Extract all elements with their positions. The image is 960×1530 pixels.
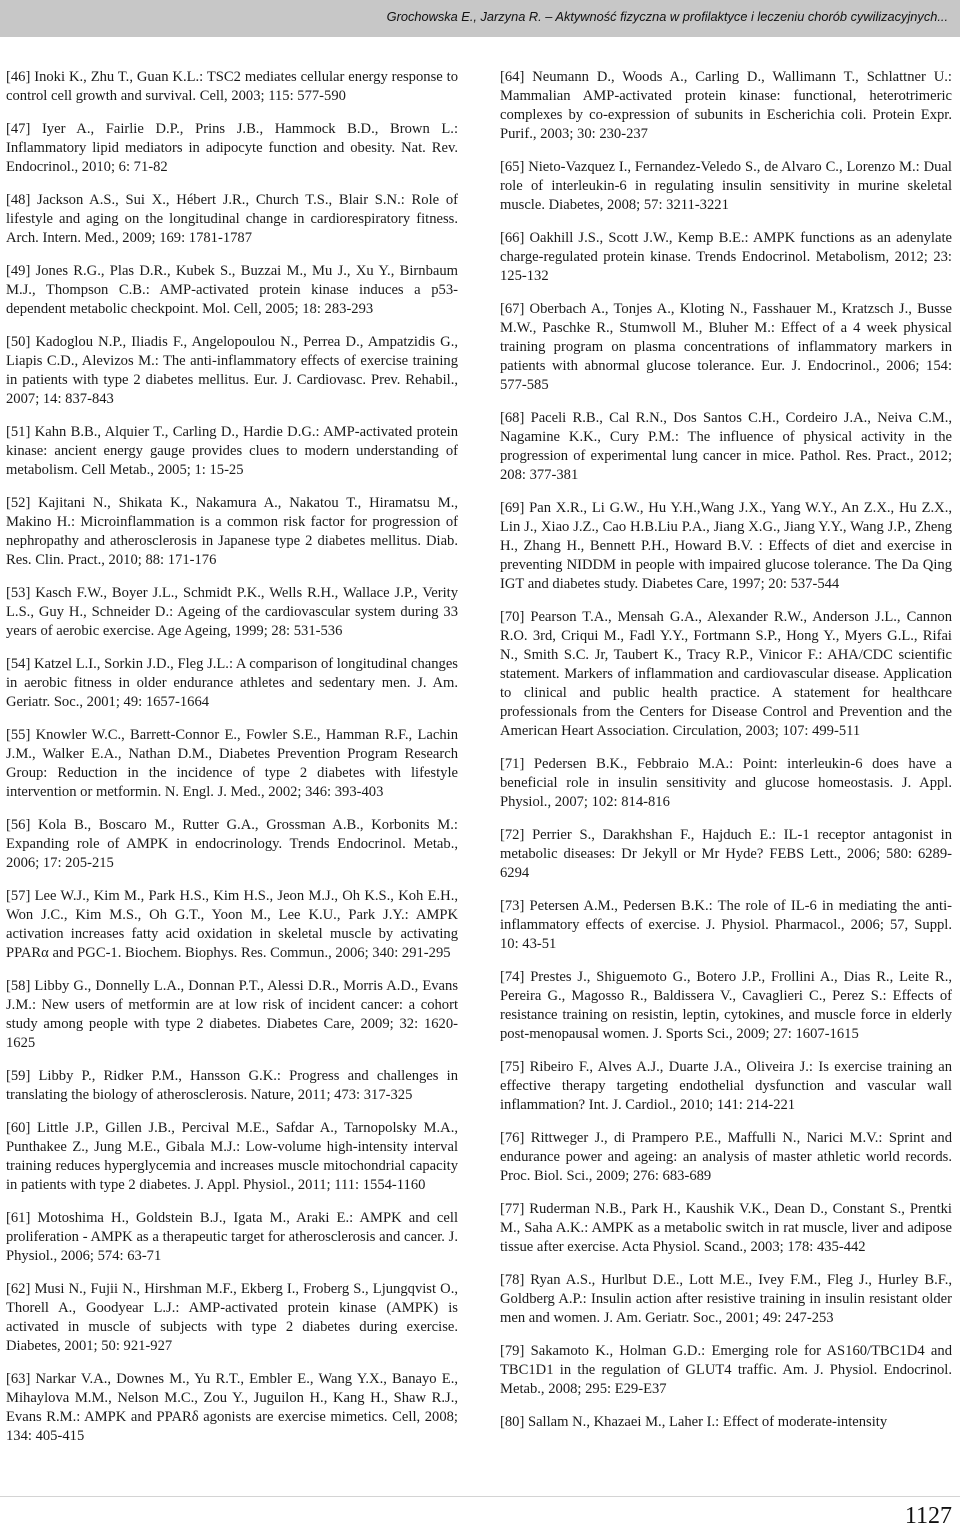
reference-entry: [77] Ruderman N.B., Park H., Kaushik V.K., Dean D., Constant S., Prentki M., Saha A.K.: AMPK as a metabolic switch in rat muscle, liver and adipose tissue after exercise. Acta Physiol. Scand., 2003; 178: 435-442 xyxy=(500,1201,952,1255)
reference-entry: [73] Petersen A.M., Pedersen B.K.: The role of IL-6 in mediating the anti-inflammatory effects of exercise. J. Physiol. Pharmacol., 2006; 57, Suppl. 10: 43-51 xyxy=(500,898,952,952)
reference-entry: [55] Knowler W.C., Barrett-Connor E., Fowler S.E., Hamman R.F., Lachin J.M., Walker E.A., Nathan D.M., Diabetes Prevention Program Research Group: Reduction in the incidence of type 2 diabetes with lifestyle intervention or metformin. N. Engl. J. Med., 2002; 346: 393-403 xyxy=(6,727,458,800)
reference-entry: [78] Ryan A.S., Hurlbut D.E., Lott M.E., Ivey F.M., Fleg J., Hurley B.F., Goldberg A.P.: Insulin action after resistive training in insulin resistant older men and women. J. Am. Geriatr. Soc., 2001; 49: 247-253 xyxy=(500,1272,952,1326)
reference-entry: [76] Rittweger J., di Prampero P.E., Maffulli N., Narici M.V.: Sprint and endurance power and ageing: an analysis of master athletic world records. Proc. Biol. Sci., 2009; 276: 683-689 xyxy=(500,1130,952,1184)
reference-entry: [53] Kasch F.W., Boyer J.L., Schmidt P.K., Wells R.H., Wallace J.P., Verity L.S., Guy H., Schneider D.: Ageing of the cardiovascular system during 33 years of aerobic exercise. Age Ageing, 1999; 28: 531-536 xyxy=(6,585,458,639)
reference-entry: [61] Motoshima H., Goldstein B.J., Igata M., Araki E.: AMPK and cell proliferation - AMPK as a therapeutic target for atherosclerosis and cancer. J. Physiol., 2006; 574: 63-71 xyxy=(6,1210,458,1264)
reference-entry: [74] Prestes J., Shiguemoto G., Botero J.P., Frollini A., Dias R., Leite R., Pereira G., Magosso R., Baldissera V., Cavaglieri C., Perez S.: Effects of resistance training on resistin, leptin, cytokines, and muscle force in elderly post-menopausal women. J. Sports Sci., 2009; 27: 1607-1615 xyxy=(500,969,952,1042)
reference-entry: [63] Narkar V.A., Downes M., Yu R.T., Embler E., Wang Y.X., Banayo E., Mihaylova M.M., Nelson M.C., Zou Y., Juguilon H., Kang H., Shaw R.J., Evans R.M.: AMPK and PPARδ agonists are exercise mimetics. Cell, 2008; 134: 405-415 xyxy=(6,1371,458,1444)
reference-entry: [68] Paceli R.B., Cal R.N., Dos Santos C.H., Cordeiro J.A., Neiva C.M., Nagamine K.K., Cury P.M.: The influence of physical activity in the progression of experimental lung cancer in mice. Pathol. Res. Pract., 2012; 208: 377-381 xyxy=(500,410,952,483)
reference-entry: [79] Sakamoto K., Holman G.D.: Emerging role for AS160/TBC1D4 and TBC1D1 in the regulation of GLUT4 traffic. Am. J. Physiol. Endocrinol. Metab., 2008; 295: E29-E37 xyxy=(500,1343,952,1397)
reference-entry: [60] Little J.P., Gillen J.B., Percival M.E., Safdar A., Tarnopolsky M.A., Punthakee Z., Jung M.E., Gibala M.J.: Low-volume high-intensity interval training reduces hyperglycemia and increases muscle mitochondrial capacity in patients with type 2 diabetes. J. Appl. Physiol., 2011; 111: 1554-1160 xyxy=(6,1120,458,1193)
reference-entry: [50] Kadoglou N.P., Iliadis F., Angelopoulou N., Perrea D., Ampatzidis G., Liapis C.D., Alevizos M.: The anti-inflammatory effects of exercise training in patients with type 2 diabetes mellitus. Eur. J. Cardiovasc. Prev. Rehabil., 2007; 14: 837-843 xyxy=(6,334,458,407)
reference-entry: [49] Jones R.G., Plas D.R., Kubek S., Buzzai M., Mu J., Xu Y., Birnbaum M.J., Thompson C.B.: AMP-activated protein kinase induces a p53-dependent metabolic checkpoint. Mol. Cell, 2005; 18: 283-293 xyxy=(6,263,458,317)
reference-entry: [71] Pedersen B.K., Febbraio M.A.: Point: interleukin-6 does have a beneficial role in insulin sensitivity and glucose homeostasis. J. Appl. Physiol., 2007; 102: 814-816 xyxy=(500,756,952,810)
reference-entry: [52] Kajitani N., Shikata K., Nakamura A., Nakatou T., Hiramatsu M., Makino H.: Microinflammation is a common risk factor for progression of nephropathy and atherosclerosis in Japanese type 2 diabetes mellitus. Diab. Res. Clin. Pract., 2010; 88: 171-176 xyxy=(6,495,458,568)
reference-entry: [70] Pearson T.A., Mensah G.A., Alexander R.W., Anderson J.L., Cannon R.O. 3rd, Criqui M., Fadl Y.Y., Fortmann S.P., Hong Y., Myers G.L., Rifai N., Smith S.C. Jr, Taubert K., Tracy R.P., Vinicor F.: AHA/CDC scientific statement. Markers of inflammation and cardiovascular disease. Application to clinical and public health practice. A statement for healthcare professionals from the Centers for Disease Control and Prevention and the American Heart Association. Circulation, 2003; 107: 499-511 xyxy=(500,609,952,739)
running-header xyxy=(0,0,960,37)
references-column-right xyxy=(500,68,952,1432)
reference-entry: [56] Kola B., Boscaro M., Rutter G.A., Grossman A.B., Korbonits M.: Expanding role of AMPK in endocrinology. Trends Endocrinol. Metab., 2006; 17: 205-215 xyxy=(6,817,458,871)
reference-entry: [62] Musi N., Fujii N., Hirshman M.F., Ekberg I., Froberg S., Ljungqvist O., Thorell A., Goodyear L.J.: AMP-activated protein kinase (AMPK) is activated in muscle of subjects with type 2 diabetes during exercise. Diabetes, 2001; 50: 921-927 xyxy=(6,1281,458,1354)
running-title: Grochowska E., Jarzyna R. – Aktywność fizyczna w profilaktyce i leczeniu chorób cywilizacyjnych... xyxy=(386,9,948,24)
page-number: 1127 xyxy=(904,1503,952,1529)
reference-entry: [46] Inoki K., Zhu T., Guan K.L.: TSC2 mediates cellular energy response to control cell growth and survival. Cell, 2003; 115: 577-590 xyxy=(6,69,458,104)
reference-entry: [65] Nieto-Vazquez I., Fernandez-Veledo S., de Alvaro C., Lorenzo M.: Dual role of interleukin-6 in regulating insulin sensitivity in murine skeletal muscle. Diabetes, 2008; 57: 3211-3221 xyxy=(500,159,952,213)
reference-entry: [57] Lee W.J., Kim M., Park H.S., Kim H.S., Jeon M.J., Oh K.S., Koh E.H., Won J.C., Kim M.S., Oh G.T., Yoon M., Lee K.U., Park J.Y.: AMPK activation increases fatty acid oxidation in skeletal muscle by activating PPARα and PGC-1. Biochem. Biophys. Res. Commun., 2006; 340: 291-295 xyxy=(6,888,458,961)
reference-entry: [48] Jackson A.S., Sui X., Hébert J.R., Church T.S., Blair S.N.: Role of lifestyle and aging on the longitudinal change in cardiorespiratory fitness. Arch. Intern. Med., 2009; 169: 1781-1787 xyxy=(6,192,458,246)
reference-entry: [58] Libby G., Donnelly L.A., Donnan P.T., Alessi D.R., Morris A.D., Evans J.M.: New users of metformin are at low risk of incident cancer: a cohort study among people with type 2 diabetes. Diabetes Care, 2009; 32: 1620-1625 xyxy=(6,978,458,1051)
reference-entry: [69] Pan X.R., Li G.W., Hu Y.H.,Wang J.X., Yang W.Y., An Z.X., Hu Z.X., Lin J., Xiao J.Z., Cao H.B.Liu P.A., Jiang X.G., Jiang Y.Y., Wang J.P., Zheng H., Zhang H., Bennett P.H., Howard B.V. : Effects of diet and exercise in preventing NIDDM in people with impaired glucose tolerance. The Da Qing IGT and diabetes study. Diabetes Care, 1997; 20: 537-544 xyxy=(500,500,952,592)
reference-entry: [75] Ribeiro F., Alves A.J., Duarte J.A., Oliveira J.: Is exercise training an effective therapy targeting endothelial dysfunction and vascular wall inflammation? Int. J. Cardiol., 2010; 141: 214-221 xyxy=(500,1059,952,1113)
reference-entry: [72] Perrier S., Darakhshan F., Hajduch E.: IL-1 receptor antagonist in metabolic diseases: Dr Jekyll or Mr Hyde? FEBS Lett., 2006; 580: 6289-6294 xyxy=(500,827,952,881)
reference-entry: [59] Libby P., Ridker P.M., Hansson G.K.: Progress and challenges in translating the biology of atherosclerosis. Nature, 2011; 473: 317-325 xyxy=(6,1068,458,1103)
reference-entry: [51] Kahn B.B., Alquier T., Carling D., Hardie D.G.: AMP-activated protein kinase: ancient energy gauge provides clues to modern understanding of metabolism. Cell Metab., 2005; 1: 15-25 xyxy=(6,424,458,478)
footer-divider xyxy=(0,1496,960,1497)
reference-entry: [47] Iyer A., Fairlie D.P., Prins J.B., Hammock B.D., Brown L.: Inflammatory lipid mediators in adipocyte function and obesity. Nat. Rev. Endocrinol., 2010; 6: 71-82 xyxy=(6,121,458,175)
reference-entry: [67] Oberbach A., Tonjes A., Kloting N., Fasshauer M., Kratzsch J., Busse M.W., Paschke R., Stumwoll M., Bluher M.: Effect of a 4 week physical training program on plasma concentrations of inflammatory markers in patients with abnormal glucose tolerance. Eur. J. Endocrinol., 2006; 154: 577-585 xyxy=(500,301,952,393)
reference-entry: [64] Neumann D., Woods A., Carling D., Wallimann T., Schlattner U.: Mammalian AMP-activated protein kinase: functional, heterotrimeric complexes by co-expression of subunits in Escherichia coli. Protein Expr. Purif., 2003; 30: 230-237 xyxy=(500,69,952,142)
reference-entry: [54] Katzel L.I., Sorkin J.D., Fleg J.L.: A comparison of longitudinal changes in aerobic fitness in older endurance athletes and sedentary men. J. Am. Geriatr. Soc., 2001; 49: 1657-1664 xyxy=(6,656,458,710)
reference-entry: [80] Sallam N., Khazaei M., Laher I.: Effect of moderate-intensity xyxy=(500,1414,888,1430)
reference-entry: [66] Oakhill J.S., Scott J.W., Kemp B.E.: AMPK functions as an adenylate charge-regulated protein kinase. Trends Endocrinol. Metabolism, 2012; 23: 125-132 xyxy=(500,230,952,284)
references-column-left xyxy=(6,68,458,1446)
